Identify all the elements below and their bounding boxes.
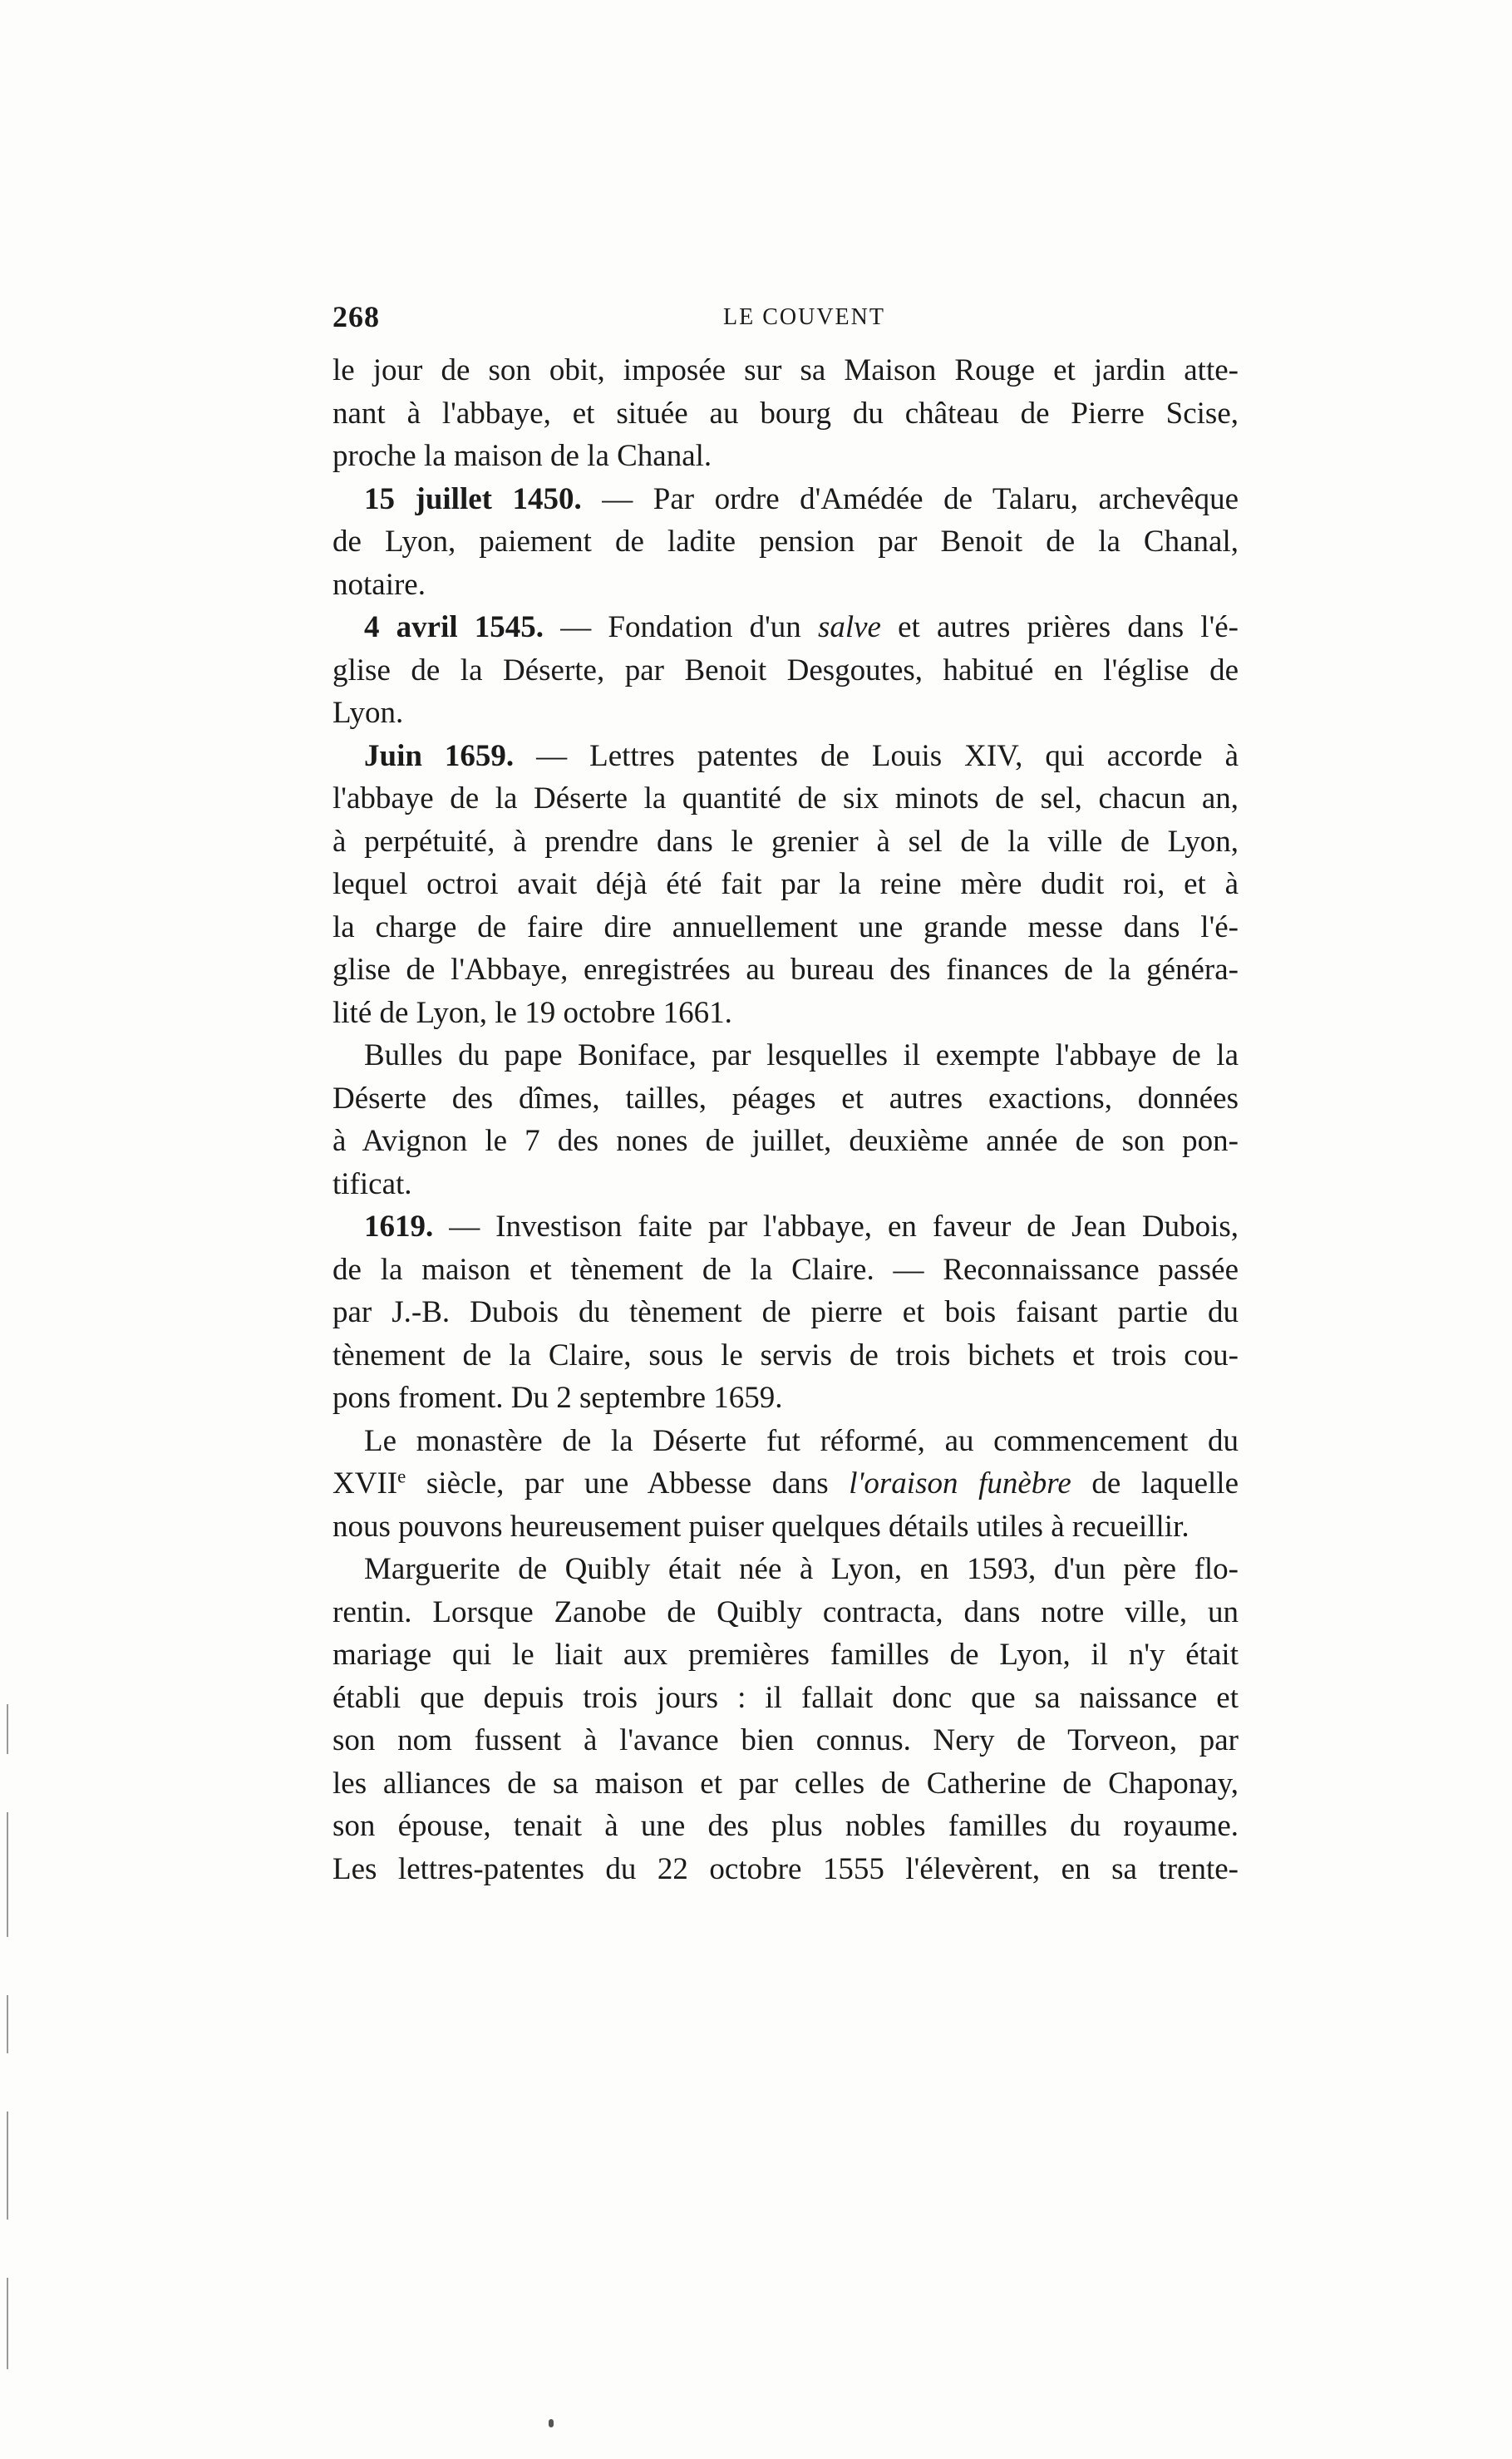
text-line: pons froment. Du 2 septembre 1659.: [332, 1381, 783, 1415]
entry-text: — Lettres patentes de Louis XIV, qui accorde à: [514, 738, 1239, 773]
text-line: l'abbaye de la Déserte la quantité de six minots de sel, chacun an,: [332, 781, 1239, 816]
text-line: lequel octroi avait déjà été fait par la reine mère dudit roi, et à: [332, 867, 1239, 901]
entry-text: — Fondation d'un: [544, 610, 818, 644]
page-header: [332, 299, 1239, 341]
entry-line: [332, 606, 1239, 649]
text-line: glise de la Déserte, par Benoit Desgoutes, habitué en l'église de: [332, 653, 1239, 687]
body-text: [332, 349, 1239, 1890]
text-line: Déserte des dîmes, tailles, péages et autres exactions, données: [332, 1081, 1239, 1116]
text-line: le jour de son obit, imposée sur sa Maison Rouge et jardin atte-: [332, 353, 1239, 387]
text-line: Les lettres-patentes du 22 octobre 1555 l'élevèrent, en sa trente-: [332, 1851, 1239, 1886]
page-number: 268: [332, 300, 380, 333]
text-segment: siècle, par une Abbesse dans: [406, 1466, 850, 1501]
text-segment: de laquelle: [1071, 1466, 1239, 1501]
text-line: tificat.: [332, 1166, 412, 1201]
scan-speck: [549, 2419, 554, 2427]
entry-text: — Investison faite par l'abbaye, en faveur de Jean Dubois,: [433, 1210, 1239, 1244]
entry-date: 1619.: [364, 1210, 434, 1244]
superscript: e: [397, 1466, 406, 1487]
text-line: nous pouvons heureusement puiser quelques détails utiles à recueillir.: [332, 1509, 1189, 1544]
italic-term: salve: [817, 610, 881, 644]
scan-margin-mark: [7, 1812, 8, 1937]
text-line: proche la maison de la Chanal.: [332, 439, 712, 473]
text-line: les alliances de sa maison et par celles de Catherine de Chaponay,: [332, 1766, 1239, 1801]
entry-line: [332, 735, 1239, 778]
text-line: Le monastère de la Déserte fut réformé, au commencement du: [364, 1423, 1239, 1458]
text-line: lité de Lyon, le 19 octobre 1661.: [332, 995, 732, 1030]
text-line: glise de l'Abbaye, enregistrées au bureau des finances de la généra-: [332, 953, 1239, 987]
running-title: LE COUVENT: [723, 304, 885, 330]
entry-text: et autres prières dans l'é-: [880, 610, 1239, 644]
text-line: [332, 1462, 1239, 1505]
text-line: son nom fussent à l'avance bien connus. Nery de Torveon, par: [332, 1723, 1239, 1757]
entry-date: Juin 1659.: [364, 738, 515, 773]
century-numeral: XVII: [332, 1466, 398, 1501]
entry-text: — Par ordre d'Amédée de Talaru, archevêque: [581, 481, 1239, 516]
italic-term: l'oraison funèbre: [849, 1466, 1071, 1501]
scan-margin-mark: [7, 2278, 8, 2369]
scan-margin-mark: [7, 1704, 8, 1754]
entry-date: 15 juillet 1450.: [364, 481, 582, 516]
text-line: de Lyon, paiement de ladite pension par Benoit de la Chanal,: [332, 525, 1239, 559]
scan-margin-mark: [7, 1995, 8, 2053]
text-line: mariage qui le liait aux premières familles de Lyon, il n'y était: [332, 1638, 1239, 1672]
text-line: Bulles du pape Boniface, par lesquelles il exempte l'abbaye de la: [364, 1038, 1239, 1072]
text-line: la charge de faire dire annuellement une grande messe dans l'é-: [332, 909, 1239, 944]
text-line: notaire.: [332, 567, 426, 602]
text-line: tènement de la Claire, sous le servis de trois bichets et trois cou-: [332, 1338, 1239, 1372]
text-line: son épouse, tenait à une des plus nobles familles du royaume.: [332, 1809, 1239, 1843]
text-line: rentin. Lorsque Zanobe de Quibly contracta, dans notre ville, un: [332, 1594, 1239, 1629]
text-line: Lyon.: [332, 696, 404, 730]
text-line: à perpétuité, à prendre dans le grenier à sel de la ville de Lyon,: [332, 824, 1239, 859]
entry-date: 4 avril 1545.: [364, 610, 544, 644]
text-line: établi que depuis trois jours : il fallait donc que sa naissance et: [332, 1680, 1239, 1715]
text-line: nant à l'abbaye, et située au bourg du château de Pierre Scise,: [332, 396, 1239, 431]
text-line: de la maison et tènement de la Claire. — Reconnaissance passée: [332, 1252, 1239, 1287]
text-line: à Avignon le 7 des nones de juillet, deuxième année de son pon-: [332, 1124, 1239, 1158]
entry-line: [332, 1205, 1239, 1249]
text-line: par J.-B. Dubois du tènement de pierre et bois faisant partie du: [332, 1295, 1239, 1329]
text-line: Marguerite de Quibly était née à Lyon, en 1593, d'un père flo-: [364, 1552, 1239, 1586]
entry-line: [332, 478, 1239, 521]
scan-margin-mark: [7, 2112, 8, 2220]
